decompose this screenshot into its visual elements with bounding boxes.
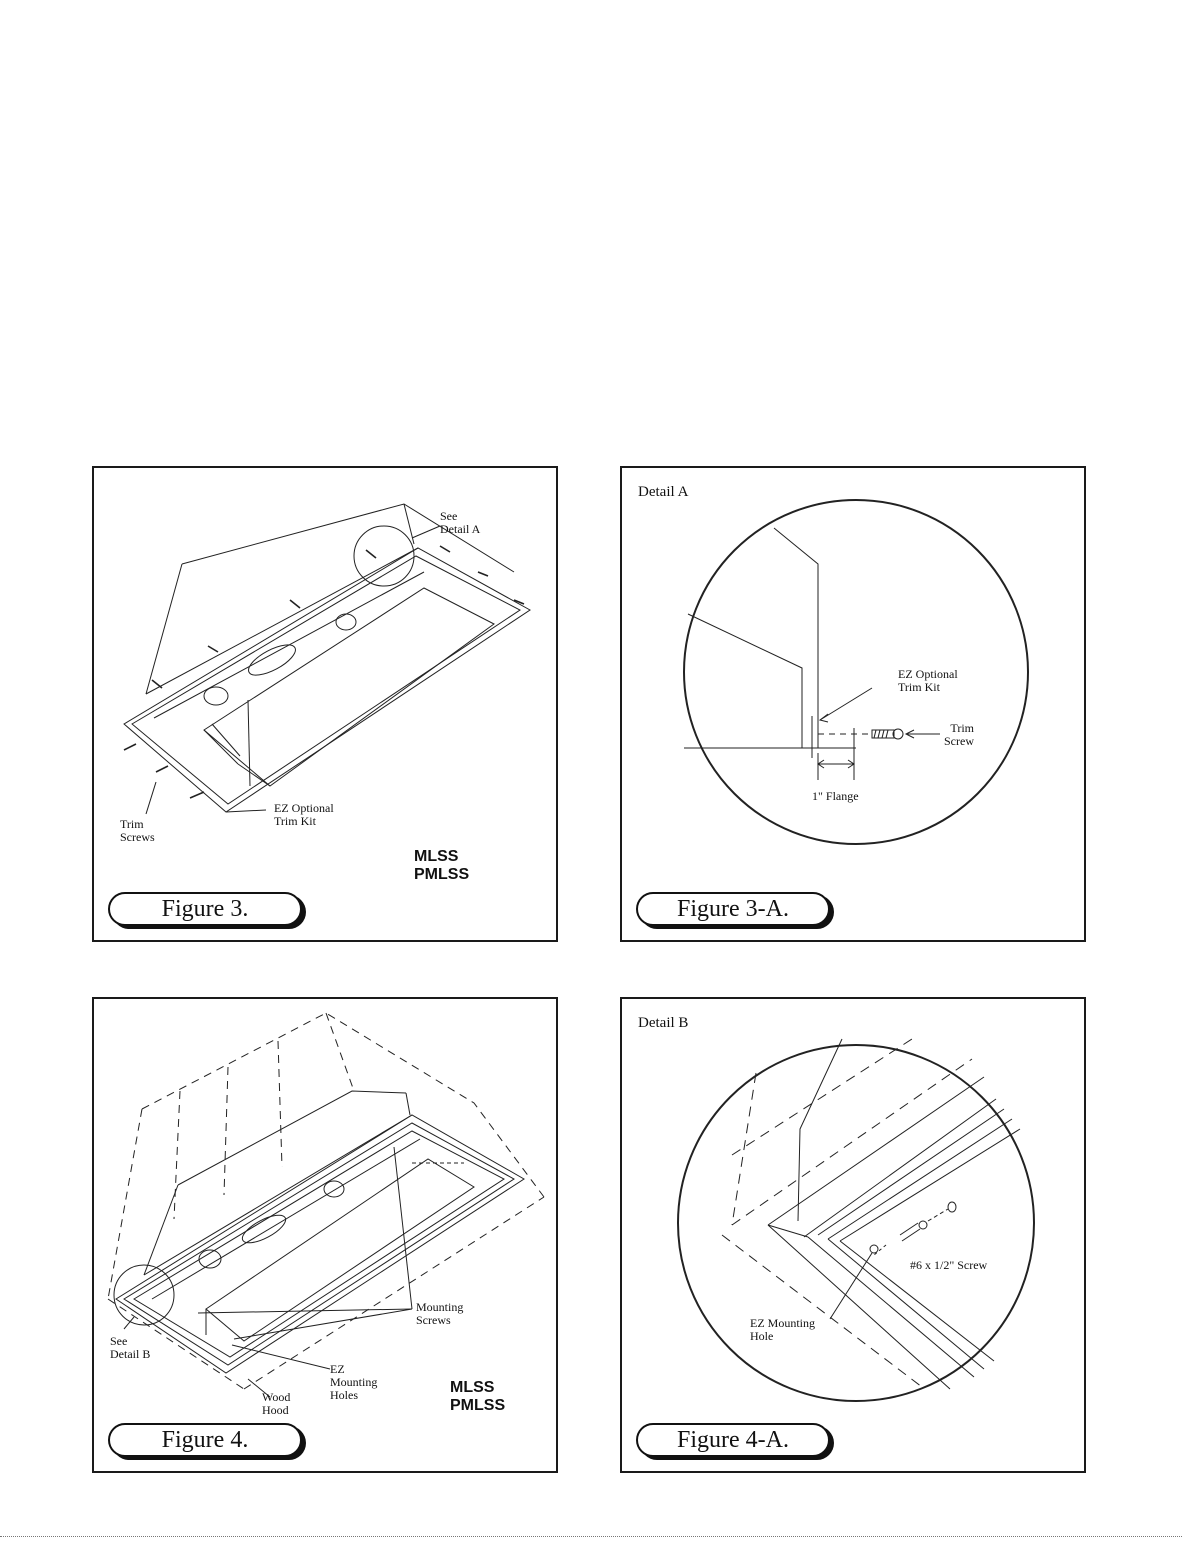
mounting-hole-label: EZ Mounting Hole (750, 1316, 815, 1343)
figure-3-drawing (94, 468, 556, 940)
trim-screws-label: Trim Screws (120, 817, 155, 844)
figure-4a-panel (620, 997, 1086, 1473)
trim-kit-label: EZ Optional Trim Kit (274, 801, 334, 828)
detail-b-drawing (622, 999, 1084, 1471)
see-detail-a-label: See Detail A (440, 509, 481, 536)
trim-kit-label: EZ Optional Trim Kit (898, 667, 958, 694)
mounting-screws-label: Mounting Screws (416, 1300, 464, 1327)
figure-4-panel (92, 997, 558, 1473)
model-mlss: MLSS (414, 848, 459, 865)
screw-label: #6 x 1/2" Screw (910, 1258, 988, 1272)
detail-b-title: Detail B (638, 1015, 689, 1031)
figure-3a-caption: Figure 3-A. (636, 892, 830, 926)
model-mlss: MLSS (450, 1379, 495, 1396)
figure-3-caption: Figure 3. (108, 892, 302, 926)
footer-divider (0, 1536, 1182, 1537)
mounting-holes-label: EZ Mounting Holes (330, 1362, 378, 1402)
flange-label: 1" Flange (812, 789, 859, 803)
figure-3a-panel (620, 466, 1086, 942)
see-detail-b-label: See Detail B (110, 1334, 151, 1361)
detail-a-drawing (622, 468, 1084, 940)
detail-a-title: Detail A (638, 484, 689, 500)
model-pmlss: PMLSS (414, 866, 470, 883)
figure-4-caption: Figure 4. (108, 1423, 302, 1457)
figure-4a-caption: Figure 4-A. (636, 1423, 830, 1457)
model-pmlss: PMLSS (450, 1397, 506, 1414)
wood-hood-label: Wood Hood (262, 1390, 291, 1417)
trim-screw-label: Trim Screw (944, 721, 974, 748)
figure-3-panel (92, 466, 558, 942)
